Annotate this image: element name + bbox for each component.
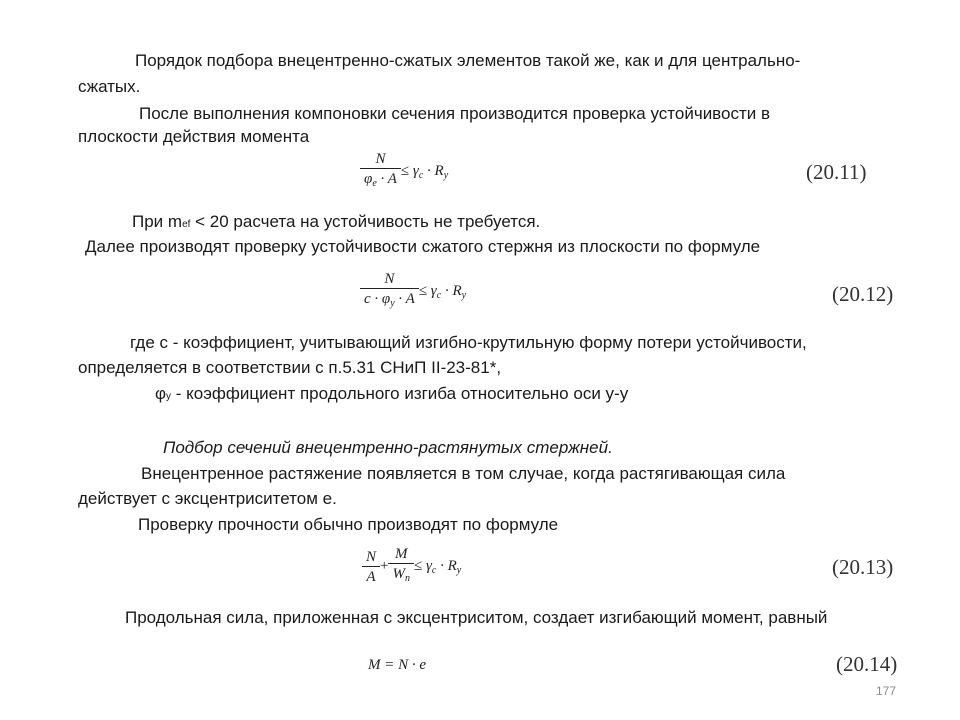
r-subscript: y <box>443 169 449 181</box>
p6-pre: φ <box>155 384 167 403</box>
formula-20-12-rhs: ≤ γ <box>418 282 437 299</box>
formula-20-14: M = N · e <box>368 657 427 673</box>
paragraph-7-line-1: Внецентренное растяжение появляется в том случае, когда растягивающая сила <box>141 464 786 483</box>
paragraph-8: Проверку прочности обычно производят по формуле <box>138 515 559 534</box>
formula-20-11-numerator: N <box>375 151 386 167</box>
denominator-pre: c · φ <box>364 291 391 307</box>
formula-20-11 <box>360 150 448 193</box>
equation-number-20-12: (20.12) <box>832 282 894 306</box>
p3-subscript: ef <box>182 219 191 230</box>
paragraph-1-line-2: сжатых. <box>78 77 141 96</box>
first-numerator: N <box>366 548 377 565</box>
denominator-rest: · A <box>376 171 397 187</box>
phi-symbol: φ <box>364 171 373 187</box>
gamma-subscript: c <box>436 289 442 301</box>
rhs-mid: · R <box>423 162 444 179</box>
first-denominator: A <box>362 566 380 586</box>
paragraph-2-line-1: После выполнения компоновки сечения производится проверка устойчивости в <box>139 104 771 123</box>
rhs-mid: · R <box>441 282 462 299</box>
second-numerator: M <box>394 546 408 562</box>
paragraph-6 <box>155 383 628 408</box>
gamma-subscript: c <box>418 169 424 181</box>
paragraph-9: Продольная сила, приложенная с эксцентриситом, создает изгибающий момент, равный <box>125 608 828 627</box>
equation-number-20-13: (20.13) <box>832 555 894 579</box>
gamma-subscript: c <box>431 564 437 576</box>
paragraph-1-line-1: Порядок подбора внецентренно-сжатых элементов такой же, как и для центрально- <box>135 51 801 70</box>
w-subscript: n <box>404 573 410 584</box>
paragraph-2-line-2: плоскости действия момента <box>78 127 310 146</box>
second-denominator: W <box>392 566 405 582</box>
denominator-rest: · A <box>394 291 415 307</box>
formula-20-11-rhs: ≤ γ <box>400 162 419 179</box>
formula-20-13 <box>362 545 461 588</box>
plus-sign: + <box>380 557 389 574</box>
formula-20-12-numerator: N <box>384 271 395 287</box>
equation-number-20-14: (20.14) <box>836 652 898 676</box>
rhs-mid: · R <box>436 557 457 574</box>
r-subscript: y <box>461 289 467 301</box>
paragraph-5-line-1: где с - коэффициент, учитывающий изгибно-крутильную форму потери устойчивости, <box>130 333 807 352</box>
equation-number-20-11: (20.11) <box>806 160 867 184</box>
page-number: 177 <box>876 684 897 698</box>
r-subscript: y <box>456 564 462 576</box>
paragraph-5-line-2: определяется в соответствии с п.5.31 СНиП II-23-81*, <box>78 358 502 377</box>
p6-post: - коэффициент продольного изгиба относительно оси у-у <box>171 384 629 403</box>
formula-20-13-rhs: ≤ γ <box>413 557 432 574</box>
section-heading: Подбор сечений внецентренно-растянутых стержней. <box>163 438 613 457</box>
formula-20-12 <box>360 270 466 313</box>
paragraph-4: Далее производят проверку устойчивости сжатого стержня из плоскости по формуле <box>85 237 761 256</box>
p3-pre: При m <box>132 212 183 231</box>
p6-subscript: y <box>166 391 172 402</box>
phi-subscript: e <box>372 178 377 189</box>
paragraph-3 <box>132 211 540 236</box>
paragraph-7-line-2: действует с эксцентриситетом е. <box>78 489 337 508</box>
p3-post: < 20 расчета на устойчивость не требуется. <box>190 212 541 231</box>
phi-subscript: y <box>390 298 395 309</box>
